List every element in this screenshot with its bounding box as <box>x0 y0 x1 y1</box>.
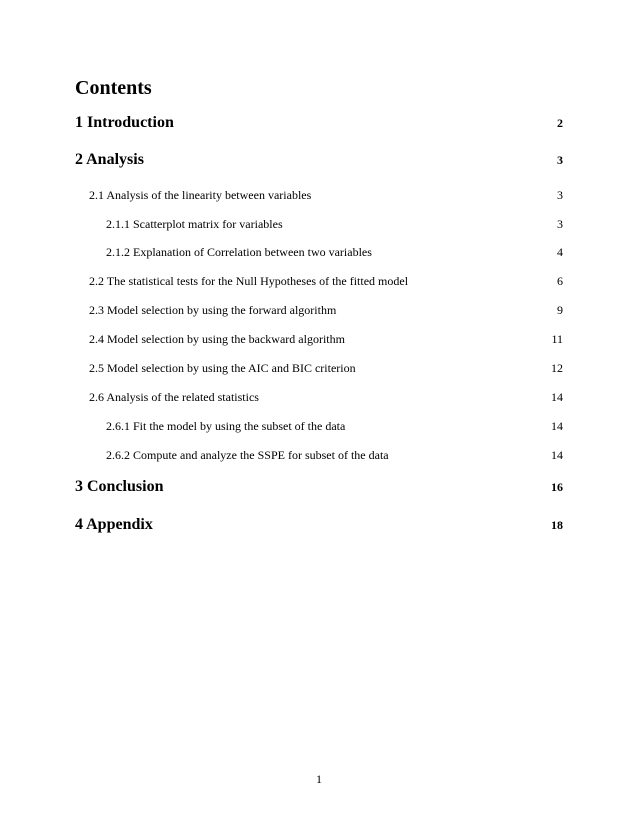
toc-entry-label: 2.1 Analysis of the linearity between variables <box>89 188 312 202</box>
toc-entry-page: 16 <box>551 480 563 494</box>
toc-entry-label: 2.2 The statistical tests for the Null Hypotheses of the fitted model <box>89 274 409 288</box>
toc-entry-label: 2.6 Analysis of the related statistics <box>89 390 259 404</box>
toc-entry-page: 9 <box>557 303 563 317</box>
toc-entry-page: 3 <box>557 217 563 231</box>
toc-entry-page: 3 <box>557 188 563 202</box>
toc-entry-label: 1 Introduction <box>75 114 174 131</box>
toc-entry-page: 18 <box>551 518 563 532</box>
toc-entry-label: 2.1.1 Scatterplot matrix for variables <box>106 217 283 231</box>
toc-entry-2-3[interactable] <box>0 300 638 320</box>
toc-entry-introduction[interactable] <box>0 113 638 133</box>
toc-entry-2-6-1[interactable] <box>0 416 638 436</box>
toc-entry-label: 2.3 Model selection by using the forward algorithm <box>89 303 337 317</box>
toc-entry-2-1-2[interactable] <box>0 242 638 262</box>
toc-entry-page: 4 <box>557 245 563 259</box>
toc-entry-2-6[interactable] <box>0 387 638 407</box>
toc-entry-2-6-2[interactable] <box>0 445 638 465</box>
toc-entry-page: 12 <box>551 361 563 375</box>
toc-entry-page: 11 <box>551 332 563 346</box>
toc-entry-label: 2.6.2 Compute and analyze the SSPE for subset of the data <box>106 448 389 462</box>
toc-entry-label: 2.5 Model selection by using the AIC and BIC criterion <box>89 361 356 375</box>
toc-entry-label: 2.1.2 Explanation of Correlation between two variables <box>106 245 372 259</box>
toc-title: Contents <box>75 77 152 99</box>
toc-entry-2-5[interactable] <box>0 358 638 378</box>
toc-entry-2-1-1[interactable] <box>0 214 638 234</box>
toc-entry-label: 4 Appendix <box>75 516 153 533</box>
toc-entry-page: 2 <box>557 116 563 130</box>
toc-entry-page: 14 <box>551 448 563 462</box>
toc-entry-appendix[interactable] <box>0 515 638 535</box>
toc-entry-label: 2.4 Model selection by using the backward algorithm <box>89 332 345 346</box>
toc-entry-label: 3 Conclusion <box>75 478 164 495</box>
toc-entry-page: 14 <box>551 390 563 404</box>
toc-entry-2-1[interactable] <box>0 185 638 205</box>
toc-entry-label: 2.6.1 Fit the model by using the subset of the data <box>106 419 346 433</box>
toc-entry-label: 2 Analysis <box>75 151 144 168</box>
toc-entry-2-2[interactable] <box>0 271 638 291</box>
toc-entry-page: 14 <box>551 419 563 433</box>
toc-entry-2-4[interactable] <box>0 329 638 349</box>
toc-entry-page: 6 <box>557 274 563 288</box>
toc-entry-page: 3 <box>557 153 563 167</box>
page-number: 1 <box>316 772 322 786</box>
toc-entry-conclusion[interactable] <box>0 477 638 497</box>
toc-entry-analysis[interactable] <box>0 150 638 170</box>
